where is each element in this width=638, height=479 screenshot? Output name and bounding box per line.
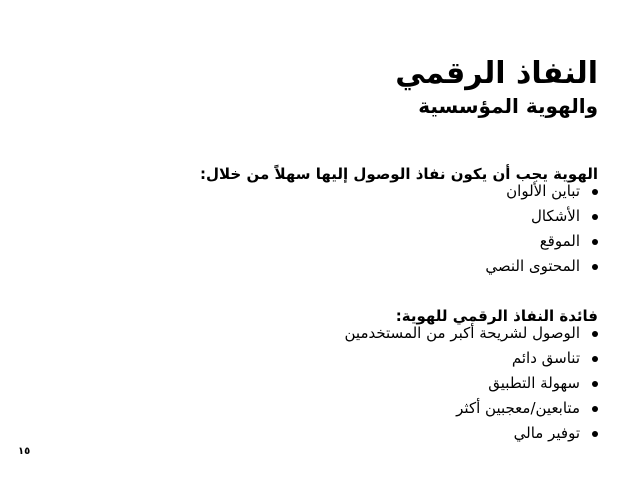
list-item-text: تباين الألوان xyxy=(506,182,580,200)
list-item xyxy=(345,371,599,396)
list-item-text: الأشكال xyxy=(530,207,580,225)
bullet-icon xyxy=(592,264,598,270)
bullet-icon xyxy=(592,331,598,337)
list-item-text: سهولة التطبيق xyxy=(488,374,580,392)
bullet-icon xyxy=(592,406,598,412)
list-item xyxy=(485,204,598,229)
list-item xyxy=(345,396,599,421)
list-item-text: تناسق دائم xyxy=(511,349,580,367)
list-item-text: المحتوى النصي xyxy=(485,257,580,275)
list-item xyxy=(345,421,599,446)
slide-subtitle: والهوية المؤسسية xyxy=(418,94,598,118)
list-item-text: متابعين/معجبين أكثر xyxy=(456,399,580,417)
bullet-icon xyxy=(592,356,598,362)
list-item-text: الوصول لشريحة أكبر من المستخدمين xyxy=(344,324,580,342)
list-item xyxy=(485,254,598,279)
benefits-list xyxy=(345,321,599,446)
section-heading-access: الهوية يجب أن يكون نفاذ الوصول إليها سهلاً من خلال: xyxy=(200,165,598,183)
list-item xyxy=(485,229,598,254)
section-heading-benefits: فائدة النفاذ الرقمي للهوية: xyxy=(395,307,598,325)
list-item-text: الموقع xyxy=(539,232,580,250)
list-item xyxy=(345,346,599,371)
list-item xyxy=(485,179,598,204)
bullet-icon xyxy=(592,431,598,437)
bullet-icon xyxy=(592,189,598,195)
list-item-text: توفير مالي xyxy=(513,424,580,442)
bullet-icon xyxy=(592,381,598,387)
slide-title: النفاذ الرقمي xyxy=(395,56,598,91)
list-item xyxy=(345,321,599,346)
page-number: ١٥ xyxy=(18,446,31,457)
bullet-icon xyxy=(592,239,598,245)
bullet-icon xyxy=(592,214,598,220)
access-criteria-list xyxy=(485,179,598,279)
